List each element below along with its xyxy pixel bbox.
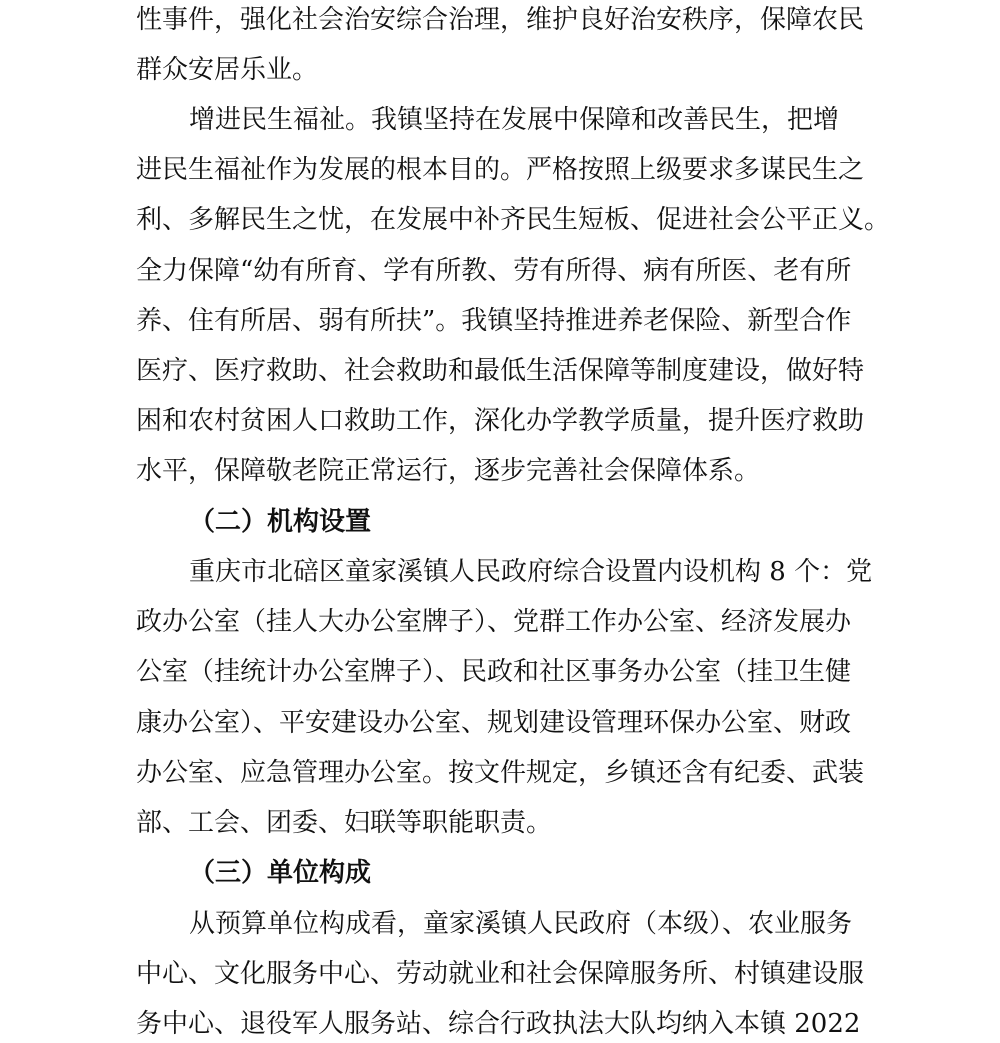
paragraph-line: 医疗、医疗救助、社会救助和最低生活保障等制度建设，做好特 [136,356,865,386]
paragraph-line: 困和农村贫困人口救助工作，深化办学教学质量，提升医疗救助 [136,406,865,436]
paragraph-line: 康办公室）、平安建设办公室、规划建设管理环保办公室、财政 [136,708,852,738]
paragraph-line: 务中心、退役军人服务站、综合行政执法大队均纳入本镇 2022 [136,1009,861,1039]
paragraph-line: 水平，保障敬老院正常运行，逐步完善社会保障体系。 [136,456,761,486]
paragraph-line: 部、工会、团委、妇联等职能职责。 [136,808,553,838]
paragraph-line: 性事件，强化社会治安综合治理，维护良好治安秩序，保障农民 [136,5,865,35]
paragraph-line: 中心、文化服务中心、劳动就业和社会保障服务所、村镇建设服 [136,959,865,989]
paragraph-line: 从预算单位构成看，童家溪镇人民政府（本级）、农业服务 [189,909,853,939]
paragraph-line: 群众安居乐业。 [136,55,319,85]
paragraph-line: 政办公室（挂人大办公室牌子）、党群工作办公室、经济发展办 [136,607,852,637]
section-heading: （二）机构设置 [189,507,372,537]
paragraph-line: 全力保障“幼有所育、学有所教、劳有所得、病有所医、老有所 [136,256,852,286]
paragraph-line: 进民生福祉作为发展的根本目的。严格按照上级要求多谋民生之 [136,155,865,185]
paragraph-line: 增进民生福祉。我镇坚持在发展中保障和改善民生，把增 [189,105,840,135]
paragraph-line: 利、多解民生之忧，在发展中补齐民生短板、促进社会公平正义。 [136,205,891,235]
paragraph-line: 重庆市北碚区童家溪镇人民政府综合设置内设机构 8 个：党 [189,557,873,587]
paragraph-line: 办公室、应急管理办公室。按文件规定，乡镇还含有纪委、武装 [136,758,865,788]
paragraph-line: 养、住有所居、弱有所扶”。我镇坚持推进养老保险、新型合作 [136,306,852,336]
section-heading: （三）单位构成 [189,858,372,888]
paragraph-line: 公室（挂统计办公室牌子）、民政和社区事务办公室（挂卫生健 [136,657,852,687]
